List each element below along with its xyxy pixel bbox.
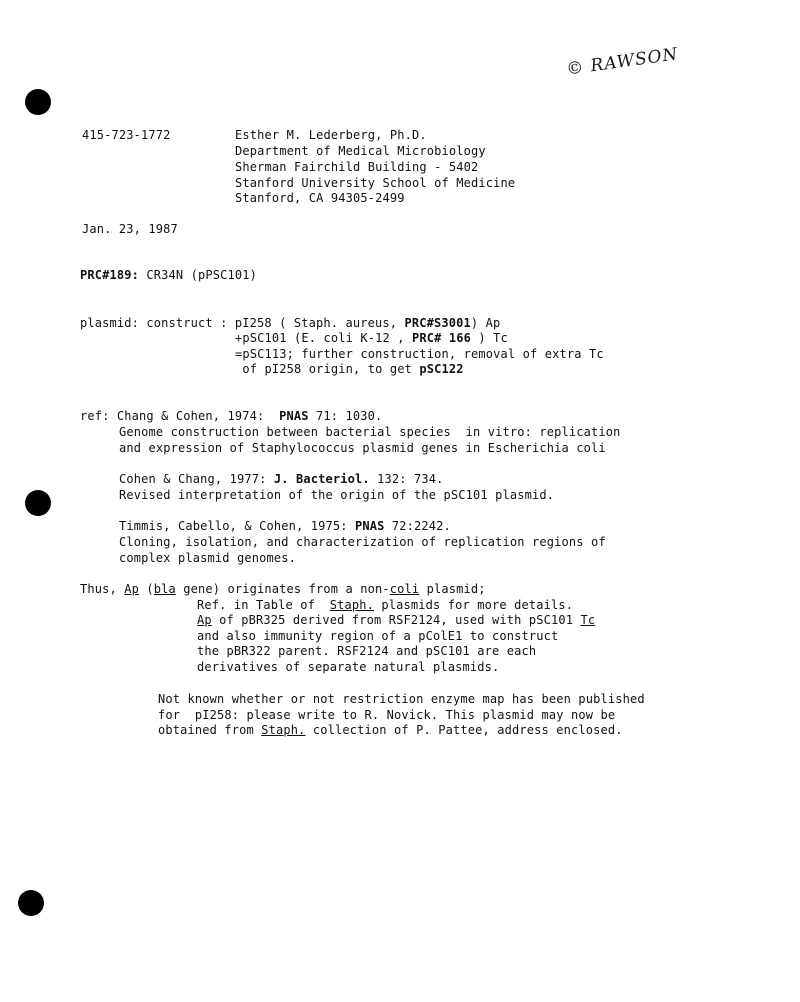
citation-volume: 72:2242. xyxy=(384,519,451,533)
closing-line: Not known whether or not restriction enzyme map has been published xyxy=(158,692,645,706)
plasmid-name: pSC122 xyxy=(419,362,464,376)
letter-date: Jan. 23, 1987 xyxy=(82,222,178,236)
closing-line: for pI258: please write to R. Novick. This plasmid may now be xyxy=(158,708,616,722)
punch-hole-middle xyxy=(25,490,51,516)
punch-hole-bottom xyxy=(18,890,44,916)
reference-title: and expression of Staphylococcus plasmid genes in Escherichia coli xyxy=(119,441,606,455)
plasmid-text: ) Ap xyxy=(470,316,501,330)
reference-title: Genome construction between bacterial species in vitro: replication xyxy=(119,425,621,439)
thus-line xyxy=(80,582,486,597)
reference-title: Cloning, isolation, and characterization of replication regions of xyxy=(119,535,606,549)
plasmid-text: of pI258 origin, to get xyxy=(235,362,420,376)
gene-symbol: Ap xyxy=(197,613,212,627)
citation-authors: Timmis, Cabello, & Cohen, 1975: xyxy=(119,519,355,533)
thus-text: ( xyxy=(139,582,154,596)
species-name: coli xyxy=(389,582,420,596)
citation-authors: ref: Chang & Cohen, 1974: xyxy=(80,409,280,423)
closing-line xyxy=(158,723,623,738)
gene-symbol: Tc xyxy=(580,613,596,627)
thus-text: Ref. in Table of xyxy=(197,598,330,612)
journal-name: J. Bacteriol. xyxy=(273,472,370,486)
citation-volume: 71: 1030. xyxy=(308,409,383,423)
address-line: Stanford University School of Medicine xyxy=(235,176,516,190)
thus-text: plasmids for more details. xyxy=(374,598,574,612)
plasmid-text: +pSC101 (E. coli K-12 , xyxy=(235,331,412,345)
reference-title: complex plasmid genomes. xyxy=(119,551,296,565)
gene-symbol: bla xyxy=(153,582,176,596)
prc-line xyxy=(80,268,257,283)
species-name: Staph. xyxy=(261,723,306,737)
plasmid-text: plasmid: construct : pI258 ( Staph. aureus, xyxy=(80,316,405,330)
plasmid-line xyxy=(80,316,500,331)
species-name: Staph. xyxy=(329,598,374,612)
prc-label: PRC#189: xyxy=(80,268,139,282)
handwritten-note: © RAWSON xyxy=(565,44,680,80)
address-line: Esther M. Lederberg, Ph.D. xyxy=(235,128,427,142)
closing-text: obtained from xyxy=(158,723,262,737)
thus-line: the pBR322 parent. RSF2124 and pSC101 are each xyxy=(197,644,537,658)
thus-line xyxy=(197,613,595,628)
plasmid-prc-ref: PRC#S3001 xyxy=(404,316,471,330)
plasmid-line: =pSC113; further construction, removal of extra Tc xyxy=(235,347,604,361)
thus-text: of pBR325 derived from RSF2124, used with pSC101 xyxy=(211,613,581,627)
plasmid-text: ) Tc xyxy=(471,331,508,345)
journal-name: PNAS xyxy=(279,409,309,423)
prc-text: CR34N (pPSC101) xyxy=(139,268,257,282)
plasmid-prc-ref: PRC# 166 xyxy=(412,331,471,345)
gene-symbol: Ap xyxy=(124,582,139,596)
citation-volume: 132: 734. xyxy=(369,472,444,486)
plasmid-line xyxy=(235,331,508,346)
thus-text: plasmid; xyxy=(419,582,486,596)
thus-text: gene) originates from a non- xyxy=(175,582,390,596)
phone-number: 415-723-1772 xyxy=(82,128,171,142)
closing-text: collection of P. Pattee, address enclosed. xyxy=(305,723,623,737)
thus-line: and also immunity region of a pColE1 to construct xyxy=(197,629,559,643)
plasmid-line xyxy=(235,362,464,377)
thus-line xyxy=(197,598,573,613)
address-line: Stanford, CA 94305-2499 xyxy=(235,191,405,205)
reference-title: Revised interpretation of the origin of the pSC101 plasmid. xyxy=(119,488,555,502)
thus-line: derivatives of separate natural plasmids. xyxy=(197,660,500,674)
reference-citation xyxy=(119,519,451,534)
thus-text: Thus, xyxy=(80,582,125,596)
punch-hole-top xyxy=(25,89,51,115)
reference-citation xyxy=(80,409,382,424)
address-line: Department of Medical Microbiology xyxy=(235,144,486,158)
reference-citation xyxy=(119,472,444,487)
journal-name: PNAS xyxy=(355,519,385,533)
citation-authors: Cohen & Chang, 1977: xyxy=(119,472,274,486)
address-line: Sherman Fairchild Building - 5402 xyxy=(235,160,479,174)
